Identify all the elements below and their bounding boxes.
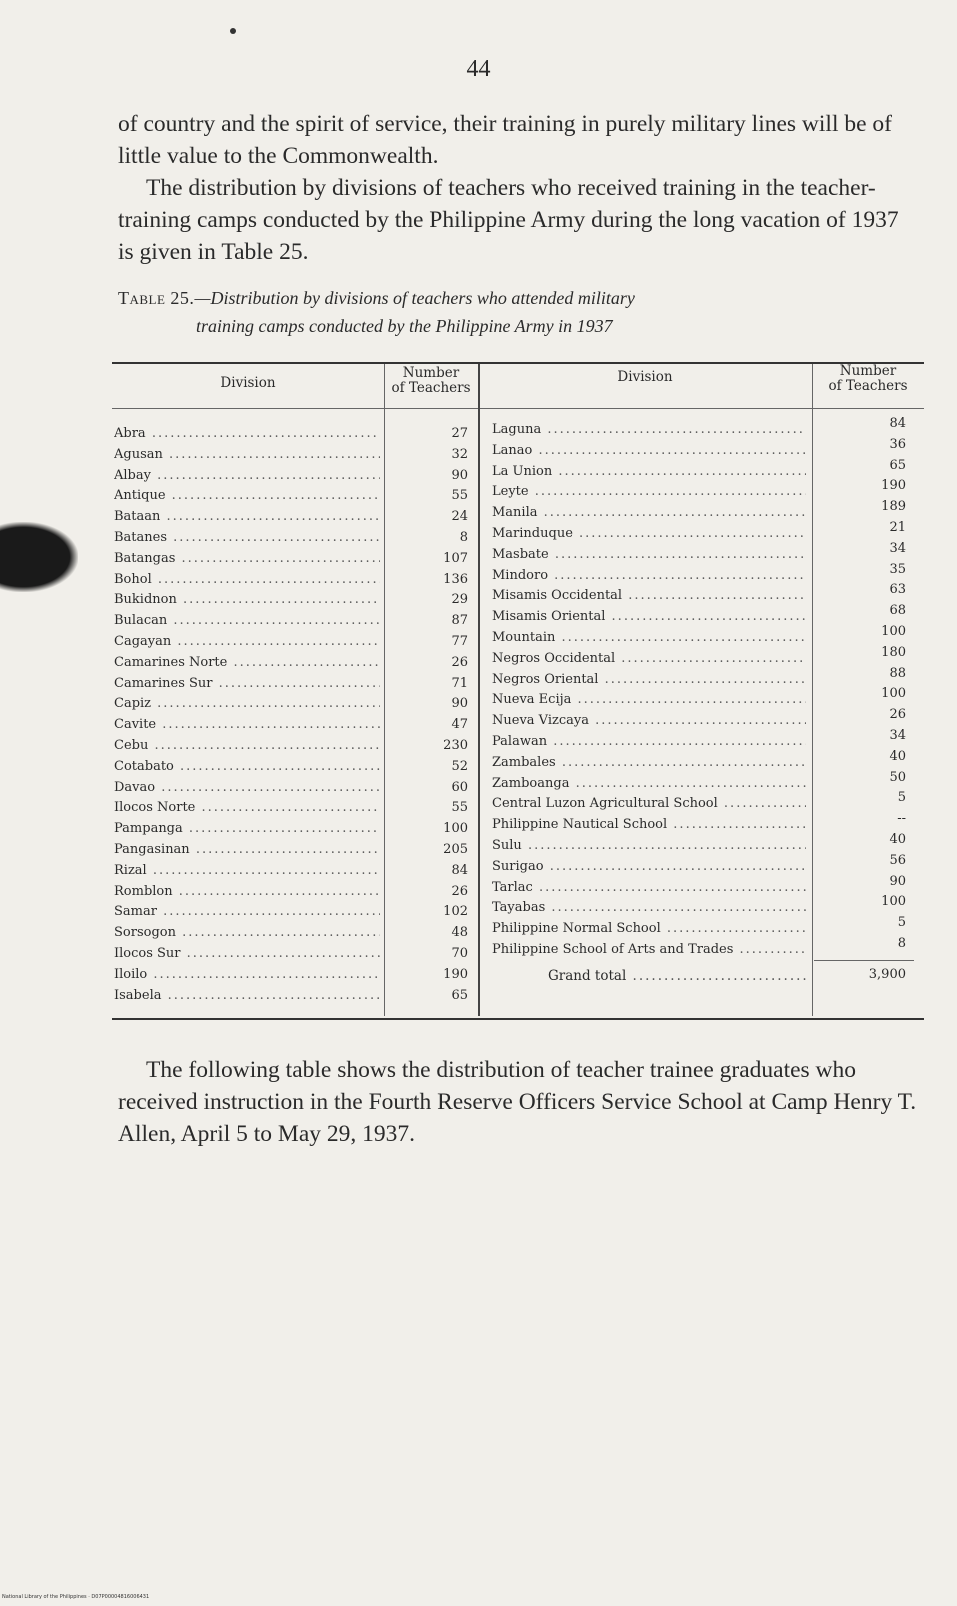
table-row xyxy=(114,589,380,610)
table-row xyxy=(492,689,806,710)
division-name: Philippine Normal School ..... xyxy=(492,918,806,939)
division-name: Cavite ..... xyxy=(114,714,380,735)
division-name: Iloilo ..... xyxy=(114,964,380,985)
division-name: Sorsogon ..... xyxy=(114,922,380,943)
table-row xyxy=(492,752,806,773)
teacher-count: 52 xyxy=(451,758,468,774)
teacher-count: 88 xyxy=(889,665,906,681)
division-name: Nueva Vizcaya ..... xyxy=(492,710,806,731)
table-row xyxy=(114,881,380,902)
table-row xyxy=(114,735,380,756)
division-name: Pangasinan ..... xyxy=(114,839,380,860)
table-row xyxy=(114,485,380,506)
table-row xyxy=(492,814,806,835)
table-row xyxy=(492,502,806,523)
division-name: Manila ..... xyxy=(492,502,806,523)
teacher-count: 8 xyxy=(459,530,468,545)
teacher-count: 136 xyxy=(443,571,468,587)
teacher-count: 48 xyxy=(451,925,468,941)
division-name: Negros Oriental ..... xyxy=(492,669,806,690)
division-name: Cotabato ..... xyxy=(114,756,380,777)
table-row xyxy=(114,964,380,985)
header-division-left: Division xyxy=(220,375,276,391)
division-name: Marinduque ..... xyxy=(492,523,806,544)
teacher-count: 230 xyxy=(443,738,468,753)
division-name: Samar ..... xyxy=(114,901,380,922)
divider-center xyxy=(478,364,480,1016)
teacher-count: 65 xyxy=(451,987,468,1003)
division-name: Capiz ..... xyxy=(114,693,380,714)
grand-total-label: Grand total ..... xyxy=(548,966,806,987)
header-number-line1: Number xyxy=(839,363,897,379)
table-row xyxy=(492,565,806,586)
table-row xyxy=(114,818,380,839)
paragraph-following-table: The following table shows the distribution of teacher trainee graduates who received instruction in the Fourth Reserve Officers Service School at Camp Henry T. Allen, April 5 to May 29, 1937. xyxy=(118,1057,917,1147)
table-row xyxy=(492,669,806,690)
table-row xyxy=(492,461,806,482)
table-row xyxy=(114,673,380,694)
teacher-count: 100 xyxy=(881,894,906,910)
teacher-count: 35 xyxy=(889,561,906,577)
table-row xyxy=(114,922,380,943)
teacher-count: 84 xyxy=(451,862,468,878)
division-name: La Union ..... xyxy=(492,461,806,482)
teacher-count: 21 xyxy=(889,520,906,535)
table-row xyxy=(492,648,806,669)
teacher-count: 205 xyxy=(443,842,468,857)
division-name: Batanes ..... xyxy=(114,527,380,548)
teachers-table xyxy=(112,362,924,1042)
teacher-count: 29 xyxy=(451,592,468,608)
division-name: Mindoro ..... xyxy=(492,565,806,586)
paragraph-intro-table: The distribution by divisions of teachers who received training in the teacher-training camps conducted by the Philippine Army during the long vacation of 1937 is given in Table 25. xyxy=(118,175,899,265)
scan-edge-shadow xyxy=(0,522,78,592)
division-name: Sulu ..... xyxy=(492,835,806,856)
teacher-count: 60 xyxy=(451,779,468,795)
teacher-count: 56 xyxy=(889,852,906,868)
division-name: Ilocos Sur ..... xyxy=(114,943,380,964)
division-name: Masbate ..... xyxy=(492,544,806,565)
table-row xyxy=(114,901,380,922)
division-name: Cagayan ..... xyxy=(114,631,380,652)
teacher-count: 90 xyxy=(451,467,468,483)
teacher-count: 77 xyxy=(451,634,468,649)
division-name: Bulacan ..... xyxy=(114,610,380,631)
division-name: Surigao ..... xyxy=(492,856,806,877)
header-division-right: Division xyxy=(617,369,673,385)
division-name: Mountain ..... xyxy=(492,627,806,648)
teacher-count: 70 xyxy=(451,946,468,961)
division-name: Camarines Norte ..... xyxy=(114,652,380,673)
table-row xyxy=(492,877,806,898)
division-name: Romblon ..... xyxy=(114,881,380,902)
teacher-count: 36 xyxy=(889,436,906,452)
table-top-rule xyxy=(112,362,924,364)
teacher-count: 190 xyxy=(881,478,906,494)
table-row xyxy=(492,523,806,544)
division-name: Rizal ..... xyxy=(114,860,380,881)
division-name: Abra ..... xyxy=(114,423,380,444)
table-row xyxy=(114,860,380,881)
table-row xyxy=(114,693,380,714)
table-row xyxy=(114,506,380,527)
grand-total-value: 3,900 xyxy=(868,967,906,982)
table-row xyxy=(492,627,806,648)
teacher-count: 87 xyxy=(451,613,468,629)
teacher-count: 107 xyxy=(443,550,468,566)
table-row xyxy=(114,527,380,548)
division-name: Isabela ..... xyxy=(114,985,380,1006)
division-name: Palawan ..... xyxy=(492,731,806,752)
teacher-count: 100 xyxy=(881,686,906,702)
teacher-count: 189 xyxy=(881,499,906,515)
footer-source: National Library of the Philippines · D07P00004816006431 xyxy=(2,1594,150,1600)
teacher-count: 50 xyxy=(889,769,906,785)
table-row xyxy=(492,918,806,939)
table-row xyxy=(492,835,806,856)
teacher-count: 34 xyxy=(889,540,906,556)
table-row xyxy=(114,652,380,673)
divider-left-num xyxy=(384,364,385,1016)
table-row xyxy=(114,631,380,652)
teacher-count: 34 xyxy=(889,728,906,743)
table-row xyxy=(492,856,806,877)
division-name: Laguna ..... xyxy=(492,419,806,440)
division-name: Misamis Oriental ..... xyxy=(492,606,806,627)
teacher-count: 40 xyxy=(889,832,906,847)
table-title-line2: training camps conducted by the Philippine Army in 1937 xyxy=(196,316,613,336)
table-row xyxy=(492,440,806,461)
division-name: Ilocos Norte ..... xyxy=(114,797,380,818)
teacher-count: 26 xyxy=(451,883,468,899)
division-name: Zambales ..... xyxy=(492,752,806,773)
table-row xyxy=(114,569,380,590)
teacher-count: 40 xyxy=(889,748,906,764)
teacher-count: 5 xyxy=(897,915,906,931)
division-name: Negros Occidental ..... xyxy=(492,648,806,669)
total-rule xyxy=(814,960,914,961)
division-name: Zamboanga ..... xyxy=(492,773,806,794)
teacher-count: 84 xyxy=(889,416,906,431)
division-name: Bukidnon ..... xyxy=(114,589,380,610)
teacher-count: 100 xyxy=(443,821,468,837)
table-row xyxy=(114,943,380,964)
table-caption xyxy=(118,284,918,340)
table-row xyxy=(492,773,806,794)
teacher-count: 55 xyxy=(451,488,468,504)
paragraph-continued: of country and the spirit of service, their training in purely military lines will be of little value to the Commonwealth. xyxy=(118,111,892,169)
ink-dot xyxy=(230,28,236,34)
division-name: Davao ..... xyxy=(114,777,380,798)
teacher-count: 68 xyxy=(889,603,906,619)
table-row xyxy=(492,585,806,606)
table-row xyxy=(492,481,806,502)
table-row xyxy=(114,444,380,465)
teacher-count: 90 xyxy=(889,873,906,889)
table-row xyxy=(492,606,806,627)
teacher-count: 55 xyxy=(451,800,468,816)
table-row xyxy=(114,548,380,569)
header-rule xyxy=(112,408,924,409)
table-row xyxy=(114,797,380,818)
teacher-count: 26 xyxy=(889,707,906,723)
divider-right-num xyxy=(812,364,813,1016)
table-row xyxy=(492,710,806,731)
division-name: Batangas ..... xyxy=(114,548,380,569)
table-row xyxy=(114,777,380,798)
teacher-count: 47 xyxy=(451,717,468,733)
header-number-left xyxy=(384,366,478,396)
table-row xyxy=(114,610,380,631)
division-name: Lanao ..... xyxy=(492,440,806,461)
table-label: Table 25. xyxy=(118,288,195,308)
division-name: Tayabas ..... xyxy=(492,897,806,918)
table-row xyxy=(114,714,380,735)
table-row xyxy=(114,465,380,486)
division-name: Cebu ..... xyxy=(114,735,380,756)
division-name: Bohol ..... xyxy=(114,569,380,590)
table-row xyxy=(492,793,806,814)
division-name: Tarlac ..... xyxy=(492,877,806,898)
division-name: Albay ..... xyxy=(114,465,380,486)
teacher-count: 5 xyxy=(897,790,906,806)
division-name: Camarines Sur ..... xyxy=(114,673,380,694)
table-row xyxy=(114,756,380,777)
table-row xyxy=(492,544,806,565)
teacher-count: 63 xyxy=(889,582,906,598)
table-row xyxy=(492,419,806,440)
division-name: Antique ..... xyxy=(114,485,380,506)
teacher-count: 71 xyxy=(451,675,468,691)
teacher-count: 27 xyxy=(451,426,468,441)
division-name: Philippine Nautical School ..... xyxy=(492,814,806,835)
division-name: Nueva Ecija ..... xyxy=(492,689,806,710)
division-name: Pampanga ..... xyxy=(114,818,380,839)
table-row xyxy=(492,939,806,960)
teacher-count: 65 xyxy=(889,457,906,473)
division-name: Misamis Occidental ..... xyxy=(492,585,806,606)
division-name: Bataan ..... xyxy=(114,506,380,527)
header-number-line2: of Teachers xyxy=(828,378,908,394)
table-title-line1: —Distribution by divisions of teachers who attended military xyxy=(194,288,635,308)
table-row xyxy=(492,897,806,918)
header-number-line1: Number xyxy=(402,365,460,381)
table-row xyxy=(114,423,380,444)
table-row xyxy=(114,839,380,860)
header-number-right xyxy=(812,364,924,394)
table-row xyxy=(492,731,806,752)
teacher-count: 180 xyxy=(881,644,906,660)
page-number: 44 xyxy=(466,56,491,82)
teacher-count: 26 xyxy=(451,654,468,670)
teacher-count: 100 xyxy=(881,624,906,639)
teacher-count: 8 xyxy=(897,936,906,951)
division-name: Agusan ..... xyxy=(114,444,380,465)
teacher-count: 190 xyxy=(443,966,468,982)
teacher-count: 32 xyxy=(451,446,468,462)
division-name: Central Luzon Agricultural School ..... xyxy=(492,793,806,814)
teacher-count: 102 xyxy=(443,904,468,920)
teacher-count: 24 xyxy=(451,509,468,525)
teacher-count: -- xyxy=(897,811,906,827)
table-row xyxy=(114,985,380,1006)
table-bottom-rule xyxy=(112,1018,924,1020)
division-name: Leyte ..... xyxy=(492,481,806,502)
header-number-line2: of Teachers xyxy=(391,380,471,396)
teacher-count: 90 xyxy=(451,696,468,712)
division-name: Philippine School of Arts and Trades ..... xyxy=(492,939,806,960)
